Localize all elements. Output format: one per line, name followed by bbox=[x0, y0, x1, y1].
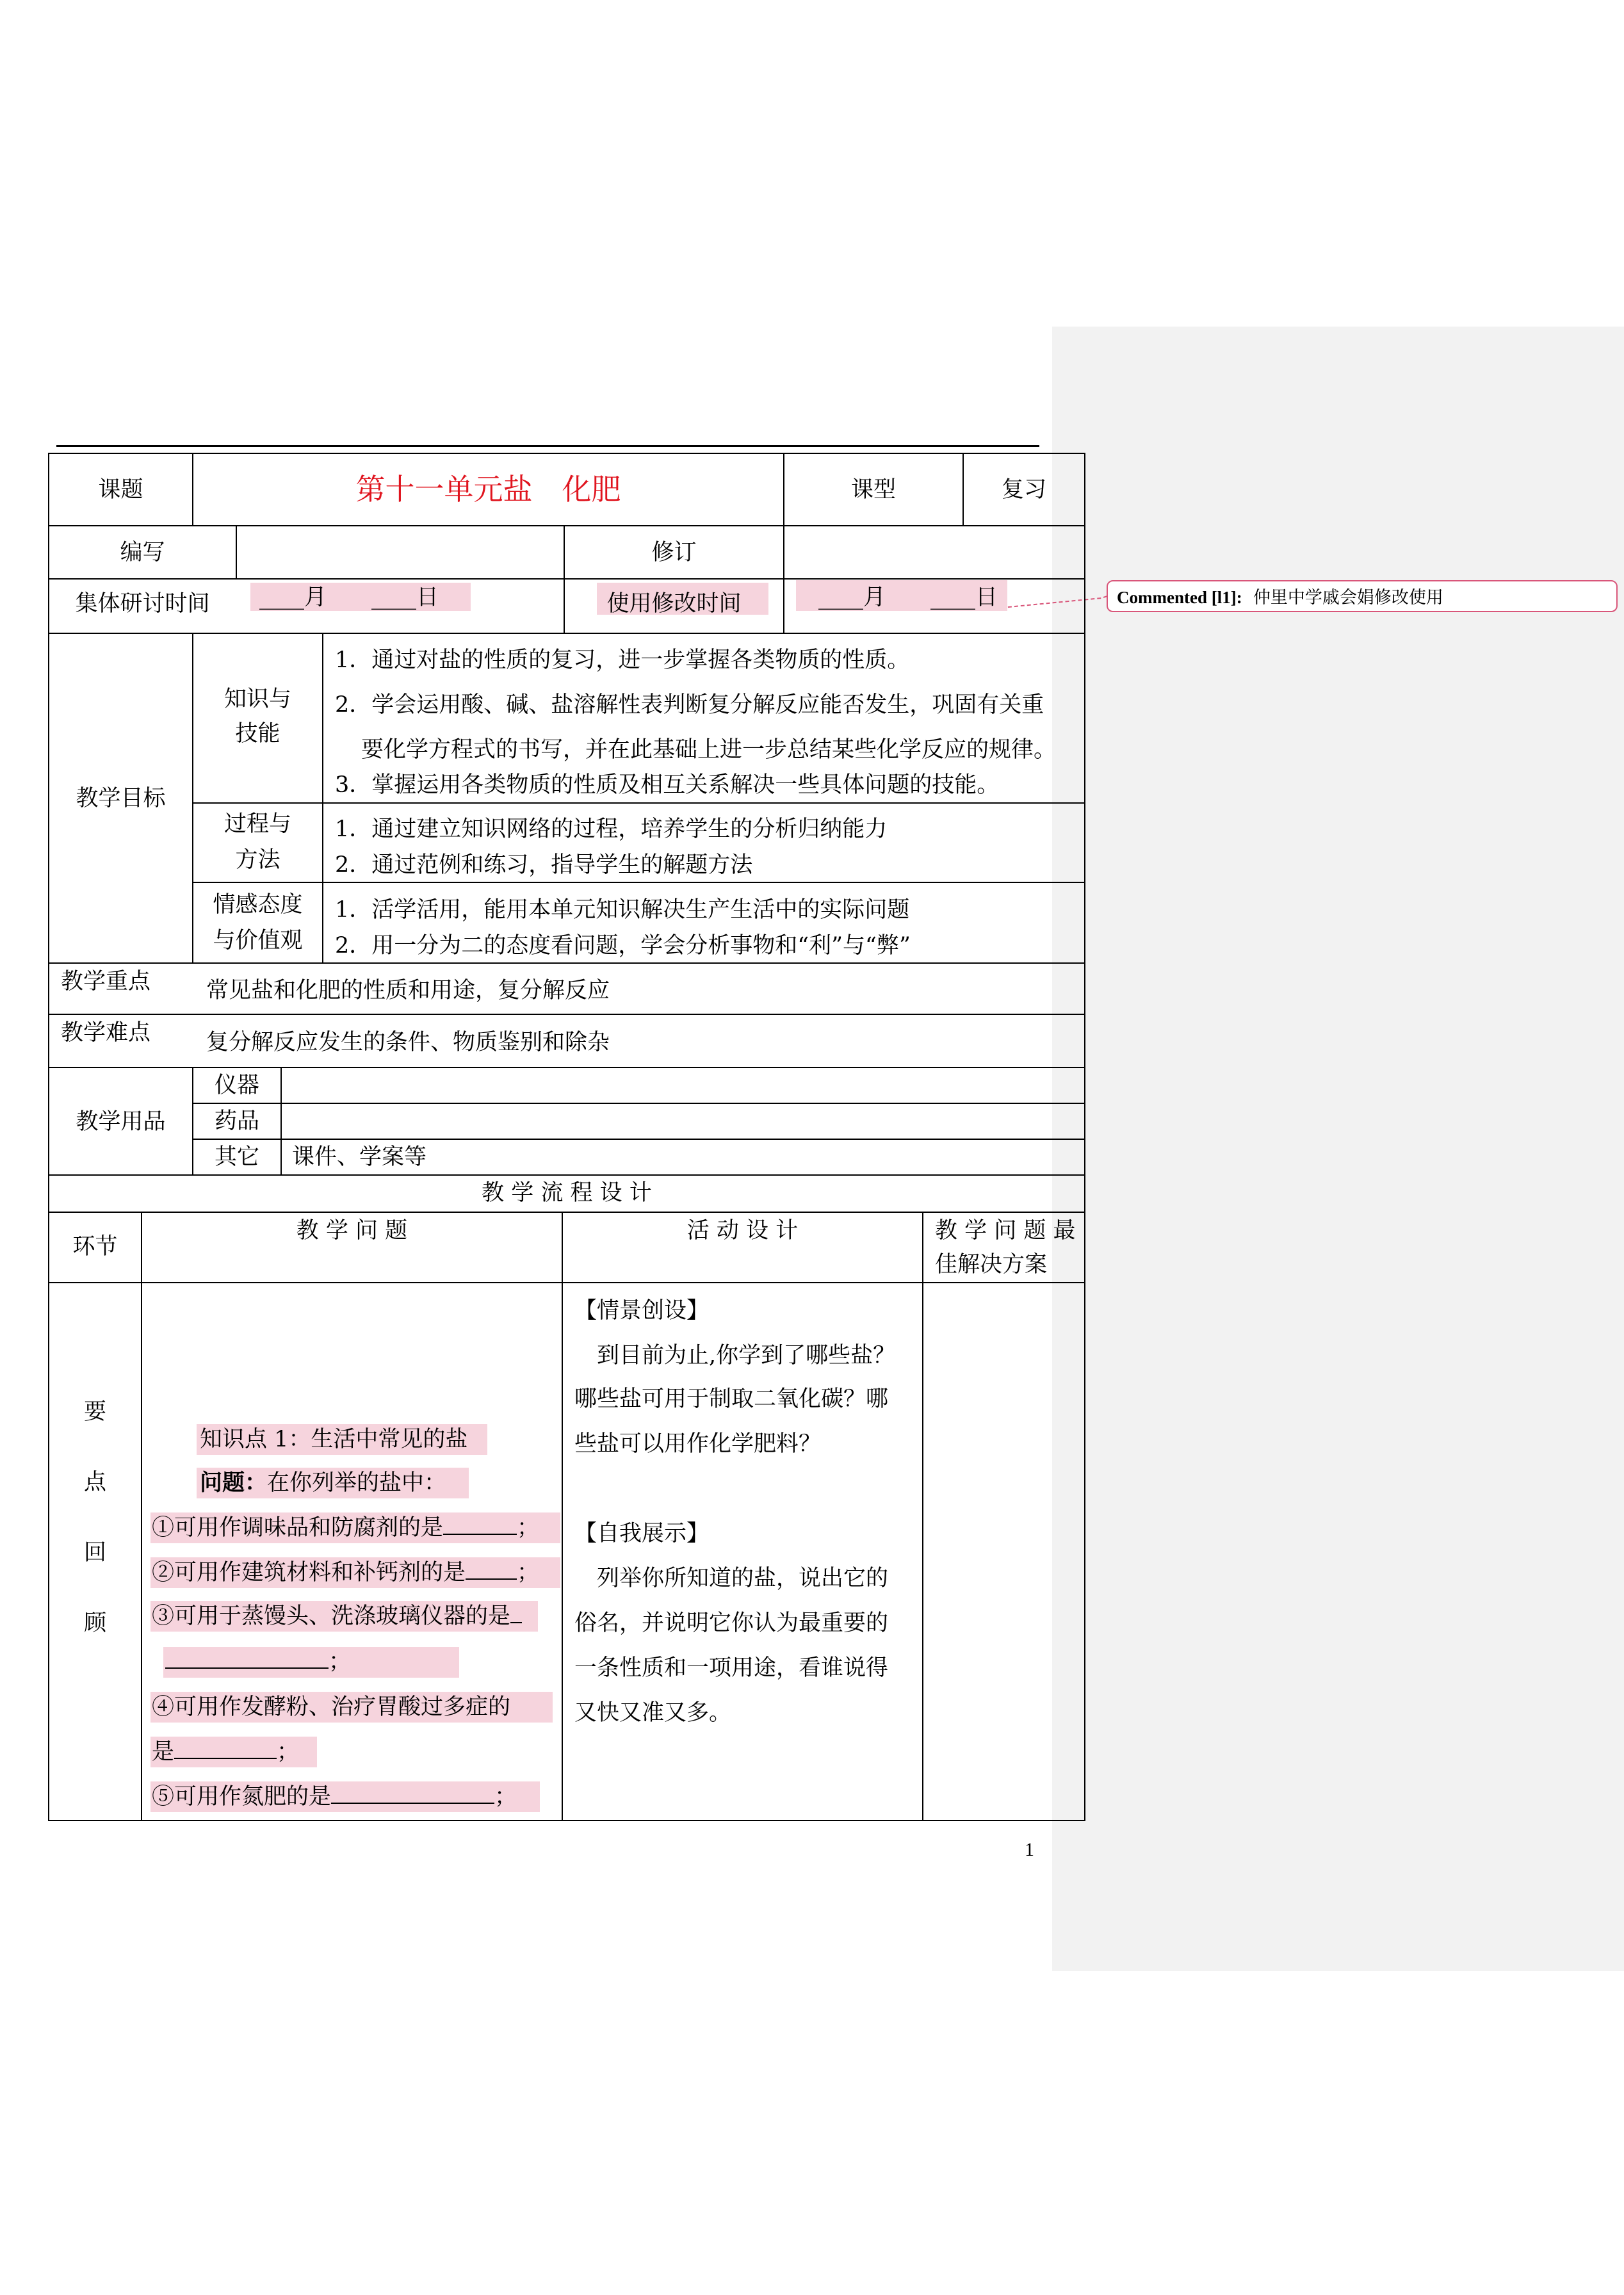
process-item: 1．通过建立知识网络的过程，培养学生的分析归纳能力 bbox=[335, 816, 888, 842]
label-yaopin: 药品 bbox=[214, 1108, 259, 1134]
page-title: 第十一单元盐 化肥 bbox=[355, 472, 621, 507]
answer-blank[interactable] bbox=[174, 1739, 277, 1759]
self-line: 一条性质和一项用途，看谁说得 bbox=[574, 1655, 889, 1681]
semicolon: ； bbox=[517, 1515, 540, 1541]
process-item: 2．通过范例和练习，指导学生的解题方法 bbox=[335, 852, 753, 878]
kp-question-text: 在你列举的盐中： bbox=[267, 1470, 447, 1496]
section-char: 回 bbox=[83, 1540, 106, 1566]
knowledge-item: 1．通过对盐的性质的复习，进一步掌握各类物质的性质。 bbox=[335, 647, 910, 673]
comment-pane bbox=[1052, 327, 1624, 1971]
qita-value: 课件、学案等 bbox=[292, 1144, 427, 1170]
self-line: 俗名，并说明它你认为最重要的 bbox=[574, 1610, 889, 1636]
label-xiuding: 修订 bbox=[651, 540, 697, 565]
label-process-2: 方法 bbox=[235, 847, 280, 873]
label-difficulty: 教学难点 bbox=[61, 1020, 151, 1046]
comment-text: 仲里中学戚会娟修改使用 bbox=[1253, 588, 1443, 608]
scene-line: 些盐可以用作化学肥料？ bbox=[574, 1431, 822, 1457]
section-char: 顾 bbox=[83, 1610, 106, 1636]
label-supplies: 教学用品 bbox=[76, 1109, 166, 1135]
knowledge-item: 3．掌握运用各类物质的性质及相互关系解决一些具体问题的技能。 bbox=[335, 772, 1000, 798]
question-5 bbox=[152, 1781, 517, 1813]
semicolon: ； bbox=[277, 1739, 300, 1765]
label-shiyong-time: 使用修改时间 bbox=[606, 591, 742, 617]
answer-blank[interactable] bbox=[510, 1603, 522, 1623]
scene-line: 哪些盐可用于制取二氧化碳？哪 bbox=[574, 1386, 889, 1412]
question-3 bbox=[152, 1600, 522, 1632]
semicolon: ； bbox=[329, 1649, 352, 1675]
semicolon: ； bbox=[517, 1560, 540, 1585]
label-knowledge-2: 技能 bbox=[235, 721, 280, 747]
knowledge-item: 2．学会运用酸、碱、盐溶解性表判断复分解反应能否发生，巩固有关重 bbox=[335, 692, 1044, 718]
date-jiti: ____月 ____日 bbox=[259, 585, 439, 610]
question-4-cont bbox=[152, 1736, 299, 1768]
question-3-cont bbox=[165, 1646, 351, 1678]
col-wenti: 教 学 问 题 bbox=[296, 1218, 408, 1244]
flow-title: 教 学 流 程 设 计 bbox=[482, 1180, 652, 1206]
col-best-2: 佳解决方案 bbox=[935, 1252, 1048, 1277]
kp-question-label: 问题： bbox=[200, 1470, 268, 1496]
section-char: 点 bbox=[83, 1470, 106, 1495]
label-keti: 课题 bbox=[98, 477, 143, 503]
label-yiqi: 仪器 bbox=[214, 1073, 259, 1098]
label-key-point: 教学重点 bbox=[61, 969, 151, 994]
section-char: 要 bbox=[83, 1399, 106, 1425]
kexing-value: 复习 bbox=[1001, 477, 1046, 503]
answer-blank[interactable] bbox=[443, 1514, 517, 1535]
label-bianxie: 编写 bbox=[120, 540, 165, 565]
semicolon: ； bbox=[494, 1784, 517, 1810]
scene-title: 【情景创设】 bbox=[574, 1298, 710, 1324]
answer-blank[interactable] bbox=[466, 1559, 517, 1580]
key-point-value: 常见盐和化肥的性质和用途，复分解反应 bbox=[206, 978, 610, 1003]
col-best-1: 教 学 问 题 最 bbox=[935, 1218, 1076, 1244]
self-line: 列举你所知道的盐，说出它的 bbox=[574, 1566, 889, 1591]
self-title: 【自我展示】 bbox=[574, 1521, 710, 1546]
attitude-item: 2．用一分为二的态度看问题，学会分析事物和“利”与“弊” bbox=[335, 933, 911, 959]
label-jiti-time: 集体研讨时间 bbox=[75, 591, 210, 617]
scene-line: 到目前为止,你学到了哪些盐？ bbox=[574, 1343, 896, 1368]
label-objectives: 教学目标 bbox=[76, 786, 166, 811]
answer-blank[interactable] bbox=[331, 1783, 494, 1804]
question-1 bbox=[152, 1512, 539, 1544]
question-2-text: ②可用作建筑材料和补钙剂的是 bbox=[152, 1560, 466, 1585]
question-4-text: 是 bbox=[152, 1739, 175, 1765]
kp-question bbox=[200, 1467, 446, 1499]
label-attitude-1: 情感态度 bbox=[213, 892, 303, 918]
col-huodong: 活 动 设 计 bbox=[686, 1218, 799, 1244]
comment-label: Commented [l1]: bbox=[1117, 588, 1242, 607]
question-2 bbox=[152, 1557, 539, 1589]
question-1-text: ①可用作调味品和防腐剂的是 bbox=[152, 1515, 444, 1541]
difficulty-value: 复分解反应发生的条件、物质鉴别和除杂 bbox=[206, 1030, 610, 1055]
question-4: ④可用作发酵粉、治疗胃酸过多症的 bbox=[152, 1694, 511, 1720]
question-3-text: ③可用于蒸馒头、洗涤玻璃仪器的是 bbox=[152, 1603, 511, 1629]
label-process-1: 过程与 bbox=[223, 811, 291, 837]
knowledge-item: 要化学方程式的书写，并在此基础上进一步总结某些化学反应的规律。 bbox=[361, 737, 1057, 763]
label-qita: 其它 bbox=[214, 1144, 259, 1170]
kp-title: 知识点 1：生活中常见的盐 bbox=[200, 1427, 468, 1452]
page-header-rule bbox=[56, 445, 1039, 447]
self-line: 又快又准又多。 bbox=[574, 1700, 732, 1726]
label-kexing: 课型 bbox=[850, 477, 896, 503]
answer-blank[interactable] bbox=[165, 1648, 329, 1669]
col-huanjie: 环节 bbox=[72, 1234, 118, 1260]
attitude-item: 1．活学活用，能用本单元知识解决生产生活中的实际问题 bbox=[335, 897, 910, 923]
comment-balloon[interactable] bbox=[1107, 580, 1618, 612]
question-5-text: ⑤可用作氮肥的是 bbox=[152, 1784, 332, 1810]
label-knowledge-1: 知识与 bbox=[223, 686, 291, 712]
label-attitude-2: 与价值观 bbox=[213, 928, 303, 953]
page-number: 1 bbox=[1025, 1839, 1034, 1860]
date-shiyong: ____月 ____日 bbox=[818, 585, 998, 610]
